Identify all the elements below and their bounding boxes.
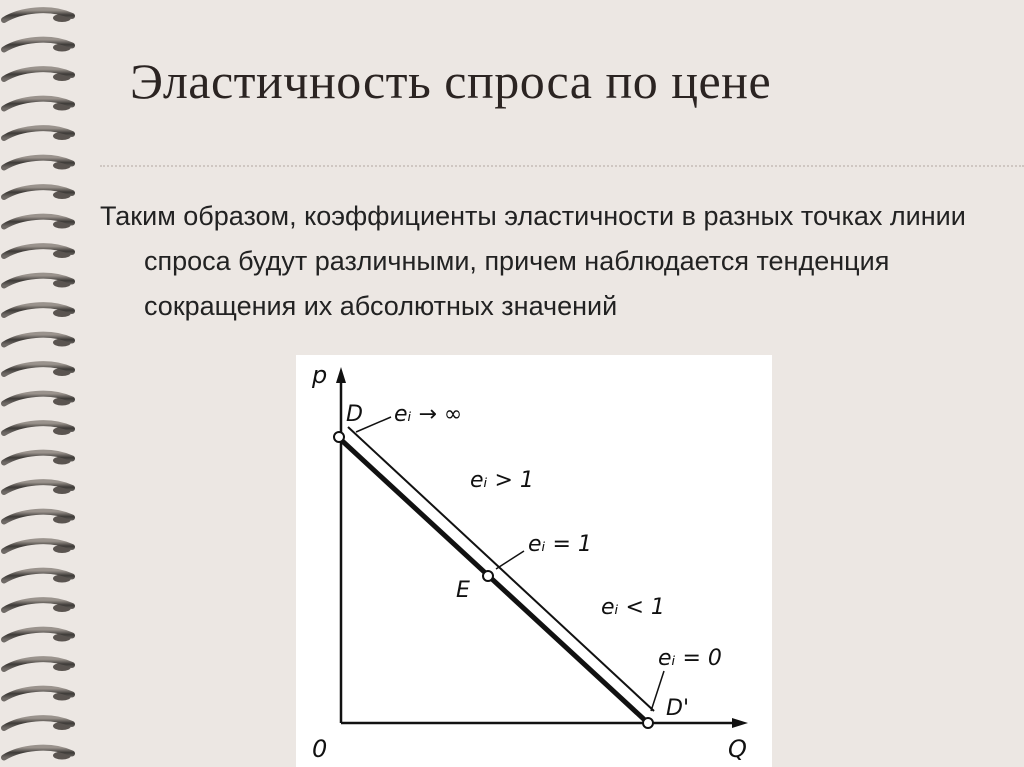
slide-title: Эластичность спроса по цене bbox=[130, 53, 772, 109]
x-axis-label: Q bbox=[728, 735, 747, 763]
point-d-prime-label: D' bbox=[666, 696, 689, 721]
point-d-label: D bbox=[346, 402, 363, 427]
y-axis-label: p bbox=[312, 361, 328, 389]
leader-e bbox=[496, 551, 524, 569]
slide-paragraph: Таким образом, коэффициенты эластичности в разных точках линии спроса будут различными, причем наблюдается тенденция сокращения их абсолютных значений bbox=[100, 201, 966, 321]
point-d bbox=[334, 432, 344, 442]
annotation-upper-segment: eᵢ > 1 bbox=[470, 468, 534, 493]
y-axis-arrow bbox=[336, 367, 346, 383]
annotation-at-e: eᵢ = 1 bbox=[528, 532, 592, 557]
demand-elasticity-diagram bbox=[296, 355, 772, 767]
title-divider bbox=[100, 165, 1024, 167]
spiral-binding bbox=[0, 0, 110, 767]
origin-label: 0 bbox=[312, 735, 328, 763]
annotation-lower-segment: eᵢ < 1 bbox=[601, 595, 665, 620]
point-e bbox=[483, 571, 493, 581]
x-axis-arrow bbox=[732, 718, 748, 728]
annotation-at-d-prime: eᵢ = 0 bbox=[658, 646, 722, 671]
point-e-label: E bbox=[456, 578, 470, 603]
annotation-at-d: eᵢ → ∞ bbox=[394, 402, 463, 427]
point-d-prime bbox=[643, 718, 653, 728]
leader-d-prime bbox=[651, 671, 664, 711]
